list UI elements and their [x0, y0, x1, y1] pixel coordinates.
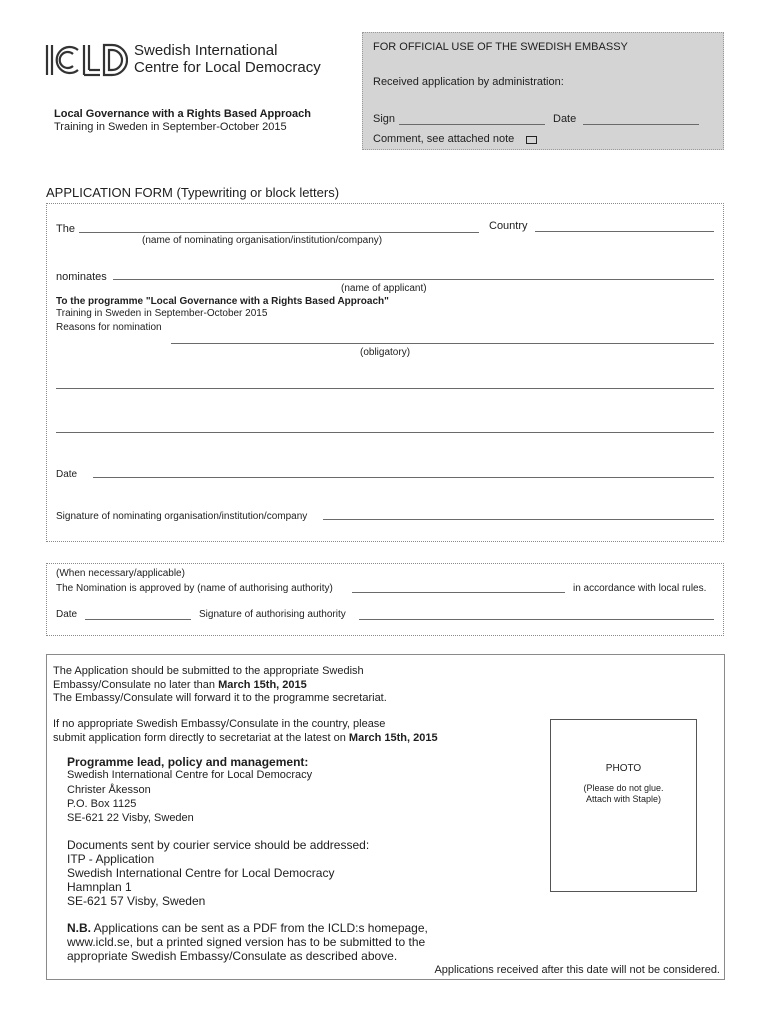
applicant-hint: (name of applicant)	[341, 283, 427, 294]
official-sign-label: Sign	[373, 113, 396, 125]
submit-line-1: The Application should be submitted to the appropriate Swedish	[53, 665, 364, 677]
lead-line-1: Swedish International Centre for Local Democracy	[67, 769, 313, 781]
logo-line-1: Swedish International	[134, 42, 278, 59]
nb-line-3: appropriate Swedish Embassy/Consulate as described above.	[67, 949, 398, 963]
official-sign-field[interactable]	[399, 124, 545, 125]
organisation-field[interactable]	[79, 232, 479, 233]
reasons-field-3[interactable]	[56, 432, 714, 433]
programme-sub: Training in Sweden in September-October 2015	[56, 308, 268, 319]
local-rules-text: in accordance with local rules.	[573, 583, 707, 594]
official-use-title: FOR OFFICIAL USE OF THE SWEDISH EMBASSY	[373, 41, 628, 53]
official-date-label: Date	[553, 113, 577, 125]
programme-subtitle: Training in Sweden in September-October 2015	[54, 121, 287, 133]
official-use-box	[362, 32, 724, 150]
approval-date-field[interactable]	[85, 619, 191, 620]
obligatory-hint: (obligatory)	[360, 347, 411, 358]
photo-box[interactable]	[550, 719, 697, 892]
nominates-label: nominates	[56, 271, 107, 283]
received-label: Received application by administration:	[373, 76, 564, 88]
nomination-section	[46, 203, 724, 542]
deadline-2: March 15th, 2015	[348, 732, 438, 744]
nb-label: N.B.	[67, 921, 91, 935]
reasons-field-2[interactable]	[56, 388, 714, 389]
submit-line-5	[53, 732, 438, 744]
reasons-label: Reasons for nomination	[56, 322, 162, 333]
photo-hint-1: (Please do not glue.	[583, 783, 664, 793]
submit-line-3: The Embassy/Consulate will forward it to the programme secretariat.	[53, 692, 387, 704]
comment-checkbox[interactable]	[526, 136, 537, 144]
form-heading: APPLICATION FORM (Typewriting or block letters)	[46, 185, 340, 200]
country-label: Country	[489, 220, 528, 232]
logo-line-2: Centre for Local Democracy	[134, 59, 321, 76]
footer-note: Applications received after this date will not be considered.	[434, 964, 720, 976]
icld-logo-mark	[44, 42, 128, 78]
authority-signature-field[interactable]	[359, 619, 714, 620]
the-label: The	[56, 223, 75, 235]
comment-label: Comment, see attached note	[373, 133, 515, 145]
applicant-field[interactable]	[113, 279, 714, 280]
approval-date-label: Date	[56, 609, 78, 620]
nb-line-1	[67, 921, 428, 935]
organisation-hint: (name of nominating organisation/institution/company)	[142, 235, 383, 246]
country-field[interactable]	[535, 231, 714, 232]
nb-line-1-text: Applications can be sent as a PDF from the ICLD:s homepage,	[91, 921, 428, 935]
nomination-date-label: Date	[56, 469, 78, 480]
submit-line-5-text: submit application form directly to secretariat at the latest on	[53, 732, 349, 744]
photo-hint-2: Attach with Staple)	[585, 794, 662, 804]
nomination-signature-field[interactable]	[323, 519, 714, 520]
photo-label: PHOTO	[605, 763, 642, 774]
nomination-signature-label: Signature of nominating organisation/institution/company	[56, 511, 308, 522]
nb-line-2: www.icld.se, but a printed signed version has to be submitted to the	[67, 935, 426, 949]
authority-signature-label: Signature of authorising authority	[199, 609, 346, 620]
courier-line-3: Hamnplan 1	[67, 880, 132, 894]
approval-note: (When necessary/applicable)	[56, 568, 185, 579]
submit-line-2-text: Embassy/Consulate no later than	[53, 679, 219, 691]
lead-line-2: Christer Åkesson	[67, 784, 151, 796]
authority-name-field[interactable]	[352, 592, 565, 593]
lead-heading: Programme lead, policy and management:	[67, 755, 309, 769]
programme-title: Local Governance with a Rights Based Approach	[54, 108, 311, 120]
courier-heading: Documents sent by courier service should be addressed:	[67, 838, 370, 852]
nomination-date-field[interactable]	[93, 477, 714, 478]
courier-line-2: Swedish International Centre for Local Democracy	[67, 866, 335, 880]
submit-line-4: If no appropriate Swedish Embassy/Consulate in the country, please	[53, 718, 386, 730]
approved-by-label: The Nomination is approved by (name of authorising authority)	[56, 583, 333, 594]
courier-line-1: ITP - Application	[67, 852, 155, 866]
icld-logo	[44, 40, 344, 80]
lead-line-3: P.O. Box 1125	[67, 798, 137, 810]
information-section	[46, 654, 725, 980]
deadline: March 15th, 2015	[218, 679, 307, 691]
lead-line-4: SE-621 22 Visby, Sweden	[67, 812, 194, 824]
submit-line-2	[53, 679, 307, 691]
courier-line-4: SE-621 57 Visby, Sweden	[67, 894, 206, 908]
reasons-field-1[interactable]	[171, 343, 714, 344]
official-date-field[interactable]	[583, 124, 699, 125]
programme-line: To the programme "Local Governance with a Rights Based Approach"	[56, 296, 389, 307]
approval-section	[46, 563, 724, 636]
